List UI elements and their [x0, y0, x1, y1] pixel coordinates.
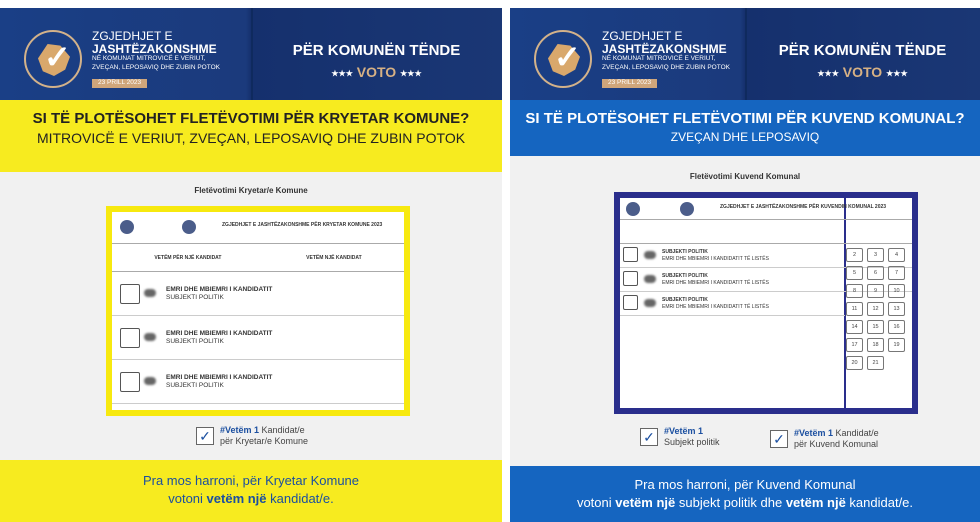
- voto-text: VOTO: [356, 64, 397, 80]
- footer-text: subjekt politik dhe: [675, 495, 786, 510]
- candidate-number-box[interactable]: 9: [867, 284, 884, 298]
- footer-emphasis: vetëm një: [206, 491, 267, 506]
- footer-line: Pra mos harroni, për Kuvend Komunal: [634, 477, 856, 492]
- header-banner: [510, 8, 980, 100]
- kosovo-check-logo-icon: ✓: [534, 30, 592, 88]
- candidate-number-box[interactable]: 19: [888, 338, 905, 352]
- party-name: SUBJEKTI POLITIK: [662, 273, 708, 279]
- assembly-ballot-panel: [510, 8, 980, 522]
- candidate-number-box[interactable]: 2: [846, 248, 863, 262]
- reminder-footer: [510, 466, 980, 522]
- candidate-number-box[interactable]: 16: [888, 320, 905, 334]
- date-badge: 23 PRILL 2023: [92, 79, 147, 88]
- title-line: ZVEÇAN, LEPOSAVIQ DHE ZUBIN POTOK: [602, 63, 730, 71]
- party-name: SUBJEKTI POLITIK: [166, 382, 224, 390]
- election-title: [602, 30, 730, 89]
- title-line: NË KOMUNAT MITROVICË E VERIUT,: [92, 55, 206, 63]
- election-title: [92, 30, 220, 89]
- date-badge: 23 PRILL 2023: [602, 79, 657, 88]
- note-text: për Kuvend Komunal: [794, 438, 879, 449]
- party-name: SUBJEKTI POLITIK: [166, 294, 224, 302]
- question-title: SI TË PLOTËSOHET FLETËVOTIMI PËR KUVEND KOMUNAL?: [525, 110, 965, 127]
- assembly-ballot: [614, 192, 918, 414]
- mayor-ballot-panel: [0, 8, 502, 522]
- ballot-header: ZGJEDHJET E JASHTËZAKONSHME PËR KUVENDIN KOMUNAL 2023: [720, 204, 887, 210]
- note-text: për Kryetar/e Komune: [220, 435, 309, 446]
- one-party-note: [640, 426, 720, 448]
- reminder-footer: [0, 460, 502, 522]
- question-band: [0, 100, 502, 172]
- candidate-number-box[interactable]: 14: [846, 320, 863, 334]
- party-name: SUBJEKTI POLITIK: [662, 249, 708, 255]
- footer-text: kandidat/e.: [266, 491, 334, 506]
- candidate-name: EMRI DHE MBIEMRI I KANDIDATIT: [166, 330, 273, 337]
- footer-text: kandidat/e.: [845, 495, 914, 510]
- candidate-number-box[interactable]: 10: [888, 284, 905, 298]
- stars: ★★★: [400, 68, 422, 78]
- checkmark-icon: ✓: [640, 428, 658, 446]
- voto-label: [251, 64, 502, 80]
- candidate-checkbox[interactable]: [120, 372, 140, 392]
- question-subtitle: MITROVICË E VERIUT, ZVEÇAN, LEPOSAVIQ DHE ZUBIN POTOK: [36, 130, 466, 146]
- party-checkbox[interactable]: [623, 271, 638, 286]
- question-title: SI TË PLOTËSOHET FLETËVOTIMI PËR KRYETAR KOMUNE?: [32, 110, 470, 127]
- note-text: Subjekt politik: [664, 436, 720, 447]
- column-header: VETËM PËR NJË KANDIDAT: [154, 254, 222, 261]
- mayor-ballot: [106, 206, 410, 416]
- checkmark-icon: ✓: [196, 427, 214, 445]
- note-hashtag: #Vetëm 1: [220, 425, 260, 435]
- footer-emphasis: vetëm një: [785, 495, 846, 510]
- candidate-number-box[interactable]: 17: [846, 338, 863, 352]
- party-name: SUBJEKTI POLITIK: [662, 297, 708, 303]
- candidate-number-box[interactable]: 21: [867, 356, 884, 370]
- candidate-number-box[interactable]: 18: [867, 338, 884, 352]
- stars: ★★★: [331, 68, 353, 78]
- ballot-row: [620, 292, 845, 316]
- checkmark-icon: ✓: [770, 430, 788, 448]
- ballot-row: [112, 316, 404, 360]
- candidate-number-box[interactable]: 7: [888, 266, 905, 280]
- note-text: Kandidat/e: [261, 425, 305, 435]
- candidate-name: EMRI DHE MBIEMRI I KANDIDATIT TË LISTËS: [662, 279, 769, 286]
- note-text: Kandidat/e: [835, 428, 879, 438]
- ballot-label: Fletëvotimi Kryetar/e Komune: [194, 186, 308, 195]
- slogan: PËR KOMUNËN TËNDE: [778, 42, 947, 59]
- candidate-name: EMRI DHE MBIEMRI I KANDIDATIT TË LISTËS: [662, 255, 769, 262]
- stars: ★★★: [817, 68, 839, 78]
- candidate-number-box[interactable]: 20: [846, 356, 863, 370]
- title-line: ZGJEDHJET E: [602, 29, 683, 43]
- party-name: SUBJEKTI POLITIK: [166, 338, 224, 346]
- candidate-checkbox[interactable]: [120, 328, 140, 348]
- voto-label: [745, 64, 980, 80]
- candidate-number-box[interactable]: 3: [867, 248, 884, 262]
- candidate-number-box[interactable]: 6: [867, 266, 884, 280]
- slogan: PËR KOMUNËN TËNDE: [292, 42, 461, 59]
- candidate-number-box[interactable]: 15: [867, 320, 884, 334]
- candidate-name: EMRI DHE MBIEMRI I KANDIDATIT TË LISTËS: [662, 303, 769, 310]
- kosovo-check-logo-icon: ✓: [24, 30, 82, 88]
- ballot-header: ZGJEDHJET E JASHTËZAKONSHME PËR KRYETAR KOMUNE 2023: [222, 222, 383, 228]
- title-line: ZGJEDHJET E: [92, 29, 173, 43]
- title-line: NË KOMUNAT MITROVICË E VERIUT,: [602, 55, 716, 63]
- candidate-checkbox[interactable]: [120, 284, 140, 304]
- only-one-note: [196, 425, 308, 447]
- footer-emphasis: vetëm një: [615, 495, 676, 510]
- footer-line: Pra mos harroni, për Kryetar Komune: [142, 473, 360, 488]
- ballot-row: [112, 272, 404, 316]
- footer-text: votoni: [168, 491, 207, 506]
- candidate-number-box[interactable]: 13: [888, 302, 905, 316]
- ballot-label: Fletëvotimi Kuvend Komunal: [689, 172, 801, 181]
- title-line: JASHTËZAKONSHME: [92, 41, 217, 56]
- candidate-number-box[interactable]: 11: [846, 302, 863, 316]
- candidate-number-box[interactable]: 5: [846, 266, 863, 280]
- column-header: VETËM NJË KANDIDAT: [306, 254, 362, 261]
- candidate-name: EMRI DHE MBIEMRI I KANDIDATIT: [166, 374, 273, 381]
- question-band: [510, 100, 980, 156]
- party-checkbox[interactable]: [623, 247, 638, 262]
- note-hashtag: #Vetëm 1: [794, 428, 834, 438]
- footer-text: votoni: [576, 495, 616, 510]
- question-subtitle: ZVEÇAN DHE LEPOSAVIQ: [670, 130, 820, 144]
- candidate-number-grid: [846, 248, 908, 370]
- candidate-number-box[interactable]: 8: [846, 284, 863, 298]
- party-checkbox[interactable]: [623, 295, 638, 310]
- header-banner: [0, 8, 502, 100]
- voto-text: VOTO: [842, 64, 883, 80]
- candidate-name: EMRI DHE MBIEMRI I KANDIDATIT: [166, 286, 273, 293]
- one-candidate-note: [770, 428, 879, 450]
- note-hashtag: #Vetëm 1: [664, 426, 704, 436]
- title-line: JASHTËZAKONSHME: [602, 41, 727, 56]
- candidate-number-box[interactable]: 12: [867, 302, 884, 316]
- title-line: ZVEÇAN, LEPOSAVIQ DHE ZUBIN POTOK: [92, 63, 220, 71]
- stars: ★★★: [886, 68, 908, 78]
- ballot-row: [112, 360, 404, 404]
- candidate-number-box[interactable]: 4: [888, 248, 905, 262]
